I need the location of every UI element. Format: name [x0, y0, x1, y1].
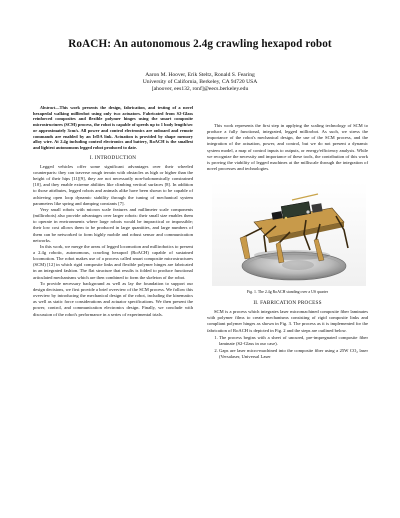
author-block	[0, 72, 400, 93]
left-column	[33, 105, 193, 318]
fabrication-steps-list	[207, 335, 368, 361]
section-heading-fabrication: II. FABRICATION PROCESS	[253, 300, 322, 306]
author-names: Aaron M. Hoover, Erik Steltz, Ronald S. Fearing	[145, 72, 255, 78]
abstract-label: Abstract	[40, 105, 56, 110]
fabrication-section	[207, 296, 368, 361]
intro-continuation-paragraph: This work represents the first step in applying the scaling technology of SCM to produce a fully functional, integrated, legged millirobot. As such, we stress the importance of the robot's mechanical design, the use of the SCM process, and the integration of the actuation, power, and control, but we do not present a dynamic system model, a map of control inputs to outputs, or energy/efficiency analysis. While we recognize the necessity and importance of these tools, the contribution of this work is proving the viability of legged machines at the milliscale through the integration of novel processes and technologies.	[207, 123, 368, 172]
section-heading-introduction: I. INTRODUCTION	[89, 154, 137, 161]
robot-photo-figure	[212, 182, 366, 286]
author-email: [ahoover, ees132, ronf]@eecs.berkeley.edu	[151, 86, 249, 92]
figure-caption: Fig. 1. The 2.4g RoACH standing over a US quarter	[246, 290, 329, 294]
paper-title: RoACH: An autonomous 2.4g crawling hexapod robot	[68, 38, 332, 50]
intro-paragraph: Legged vehicles offer some significant advantages over their wheeled counterparts: they can traverse rough terrain with obstacles as high or higher than the height of their hips [11][9], they are not necessarily non-holonomically constrained [10], and they enable extreme abilities like climbing vertical surfaces [8]. In addition to those attributes, legged robots and animals alike have been shown to be capable of achieving open loop dynamic stability through the tuning of mechanical system parameters like spring and damping constants [7].	[33, 163, 193, 206]
fabrication-paragraph: SCM is a process which integrates laser micromachined composite fiber laminates with polymer films to create mechanisms consisting of rigid composite links and compliant polymer hinges as shown in Fig. 3. The process as it is implemented for the fabrication of RoACH is depicted in Fig. 2 and the steps are outlined below.	[207, 309, 368, 333]
list-item: 2. Gaps are laser micro-machined into the composite fiber using a 25W CO₂ laser (Versalaser, Universal Laser	[219, 348, 368, 360]
abstract-text: —This work presents the design, fabrication, and testing of a novel hexapedal walking millirobot using only two actuators. Fabricated from S2-Glass reinforced composites and flexible polymer hinges using the smart composite microstructures (SCM) process, the robot is capable of speeds up to 1 body length/sec or approximately 3cm/s. All power and control electronics are onboard and remote commands are enabled by an IrDA link. Actuation is provided by shape memory alloy wire. At 2.4g including control electronics and battery, RoACH is the smallest and lightest autonomous legged robot produced to date.	[33, 105, 193, 150]
list-item: 1. The process begins with a sheet of uncured, pre-impregnated composite fiber laminate (S2-Glass in our case).	[219, 335, 368, 347]
intro-paragraph: Very small robots with micron scale features and millimeter scale components (millirobots) also provide advantages over larger robots: their small size enables them to operate in environments where large robots would be impractical or impossible; their low cost allows them to be produced in large quantities, and large numbers of them can be networked to form highly mobile and robust sensor and communication networks.	[33, 206, 193, 243]
intro-paragraph: In this work, we merge the areas of legged locomotion and millirobotics to present a 2.4g robotic, autonomous, crawling hexapod (RoACH) capable of sustained locomotion. The robot makes use of a process called smart composite microstructures (SCM) [12] in which rigid composite links and flexible polymer hinges are fabricated in an integrated fashion. The flat structure that results is folded to produce functional articulated mechanisms which are then combined to form the skeleton of the robot.	[33, 243, 193, 280]
intro-paragraph: To provide necessary background as well as lay the foundation to support our design decisions, we first provide a brief overview of the SCM process. We follow this overview by introducing the mechanical design of the robot, including the kinematics as well as static force considerations and actuator specifications. We then present the power, control, and communication electronics design. Finally, we conclude with discussion of the robot's performance in a series of experimental trials.	[33, 280, 193, 317]
abstract	[33, 105, 193, 151]
author-affiliation: University of California, Berkeley, CA 94720 USA	[142, 79, 258, 85]
right-column	[207, 123, 368, 172]
